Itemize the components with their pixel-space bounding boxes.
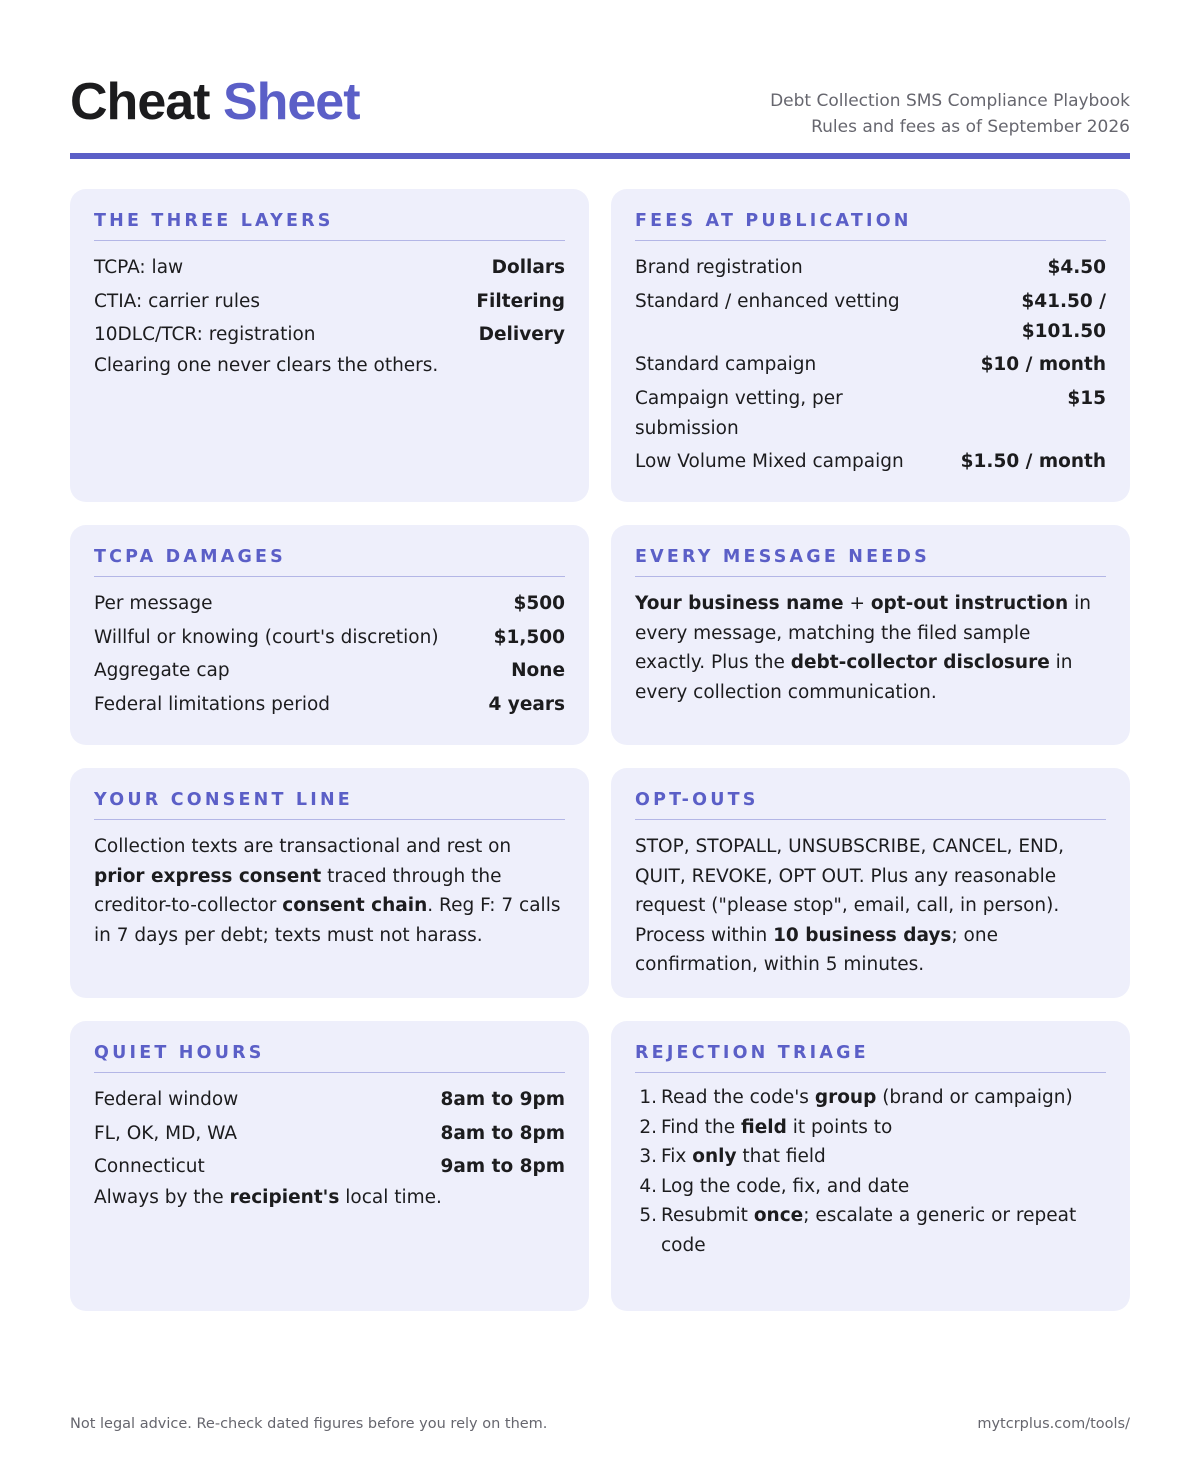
bold-text: group	[814, 1087, 877, 1108]
row-label: 10DLC/TCR: registration	[94, 324, 316, 345]
bold-text: only	[692, 1146, 737, 1168]
bold-text: consent chain	[282, 895, 428, 917]
row-label: Per message	[94, 593, 213, 614]
card-opt-outs	[611, 768, 1130, 998]
row-label: Connecticut	[94, 1156, 205, 1177]
table-row	[635, 287, 1106, 347]
card-fees	[611, 189, 1130, 502]
table-row	[94, 1152, 565, 1182]
bold-text: Your business name	[635, 593, 844, 614]
card-tcpa-damages	[70, 525, 589, 745]
footer-disclaimer: Not legal advice. Re-check dated figures before you rely on them.	[70, 1416, 548, 1432]
card-consent-line	[70, 768, 589, 998]
bold-text: recipient's	[229, 1187, 340, 1208]
row-label: TCPA: law	[94, 257, 184, 278]
row-value: Dollars	[491, 257, 565, 278]
subtitle-line-1: Debt Collection SMS Compliance Playbook	[770, 91, 1130, 111]
card-note: Always by the recipient's local time.	[94, 1187, 442, 1208]
bold-text: debt-collector disclosure	[790, 652, 1050, 674]
card-quiet-hours	[70, 1021, 589, 1311]
list-item: 1. Read the code's group (brand or campaign)	[639, 1087, 1073, 1108]
header	[70, 68, 1130, 138]
row-value: $1,500	[493, 626, 565, 648]
card-heading: THE THREE LAYERS	[94, 211, 565, 241]
table-row	[635, 447, 1106, 477]
table-row	[635, 350, 1106, 380]
bold-text: field	[741, 1116, 787, 1138]
row-value: 8am to 8pm	[440, 1122, 565, 1144]
table-row	[94, 1085, 565, 1115]
table-row	[94, 287, 565, 317]
list-item: 2. Find the field it points to	[639, 1116, 893, 1138]
card-paragraph: STOP, STOPALL, UNSUBSCRIBE, CANCEL, END, QUIT, REVOKE, OPT OUT. Plus any reasonable request ("please stop", email, call, in person). Process within 10 business days; one confirmation, within 5 minutes.	[635, 836, 1065, 976]
footer-url: mytcrplus.com/tools/	[977, 1416, 1130, 1432]
row-value: Filtering	[476, 290, 565, 312]
title-accent: Sheet	[222, 73, 360, 131]
card-three-layers	[70, 189, 589, 502]
steps-list	[635, 1083, 1106, 1261]
table-row	[635, 253, 1106, 283]
header-rule	[70, 153, 1130, 159]
row-value: 4 years	[488, 693, 565, 715]
bold-text: opt-out instruction	[870, 593, 1069, 614]
row-value: $15	[1067, 387, 1106, 409]
row-label: Federal window	[94, 1089, 239, 1110]
card-every-message	[611, 525, 1130, 745]
card-heading: EVERY MESSAGE NEEDS	[635, 547, 1106, 577]
bold-text: once	[753, 1205, 804, 1227]
row-label: Federal limitations period	[94, 693, 331, 715]
row-label: Willful or knowing (court's discretion)	[94, 626, 439, 648]
bold-text: 10 business days	[773, 924, 952, 946]
row-label: CTIA: carrier rules	[94, 290, 261, 312]
list-item: 4. Log the code, fix, and date	[639, 1175, 910, 1197]
table-row	[94, 320, 565, 350]
card-heading: REJECTION TRIAGE	[635, 1043, 1106, 1073]
bold-text: prior express consent	[94, 865, 322, 887]
subtitle-line-2: Rules and fees as of September 2026	[811, 117, 1130, 137]
row-label: Low Volume Mixed campaign	[635, 451, 904, 472]
list-item: 3. Fix only that field	[639, 1146, 826, 1168]
subtitle	[770, 88, 1130, 140]
table-row	[94, 690, 565, 720]
row-value: 8am to 9pm	[440, 1089, 565, 1110]
table-row	[94, 589, 565, 619]
table-row	[94, 253, 565, 283]
row-label: Standard campaign	[635, 354, 817, 375]
row-value: $10 / month	[980, 354, 1106, 375]
row-value: None	[511, 660, 565, 681]
card-heading: QUIET HOURS	[94, 1043, 565, 1073]
row-label: FL, OK, MD, WA	[94, 1122, 238, 1144]
list-item: 5. Resubmit once; escalate a generic or repeat code	[639, 1205, 1077, 1256]
page-title	[70, 72, 360, 132]
row-value: $41.50 / $101.50	[1021, 290, 1106, 342]
row-value: $4.50	[1047, 257, 1106, 278]
title-main: Cheat	[70, 73, 210, 131]
card-rejection-triage	[611, 1021, 1130, 1311]
row-label: Aggregate cap	[94, 660, 230, 681]
table-row	[94, 656, 565, 686]
row-value: Delivery	[478, 324, 565, 345]
table-row	[94, 1119, 565, 1149]
row-label: Campaign vetting, per submission	[635, 387, 843, 439]
row-label: Brand registration	[635, 257, 803, 278]
card-heading: TCPA DAMAGES	[94, 547, 565, 577]
row-label: Standard / enhanced vetting	[635, 290, 900, 312]
row-value: 9am to 8pm	[440, 1156, 565, 1177]
row-value: $500	[513, 593, 565, 614]
card-heading: YOUR CONSENT LINE	[94, 790, 565, 820]
table-row	[635, 384, 1106, 444]
card-paragraph: Collection texts are transactional and rest on prior express consent traced through the creditor-to-collector consent chain. Reg F: 7 calls in 7 days per debt; texts must not harass.	[94, 836, 561, 946]
table-row	[94, 623, 565, 653]
card-note: Clearing one never clears the others.	[94, 355, 439, 376]
card-heading: FEES AT PUBLICATION	[635, 211, 1106, 241]
card-heading: OPT-OUTS	[635, 790, 1106, 820]
card-paragraph: Your business name + opt-out instruction in every message, matching the filed sample exactly. Plus the debt-collector disclosure in every collection communication.	[635, 593, 1091, 703]
row-value: $1.50 / month	[960, 451, 1106, 472]
